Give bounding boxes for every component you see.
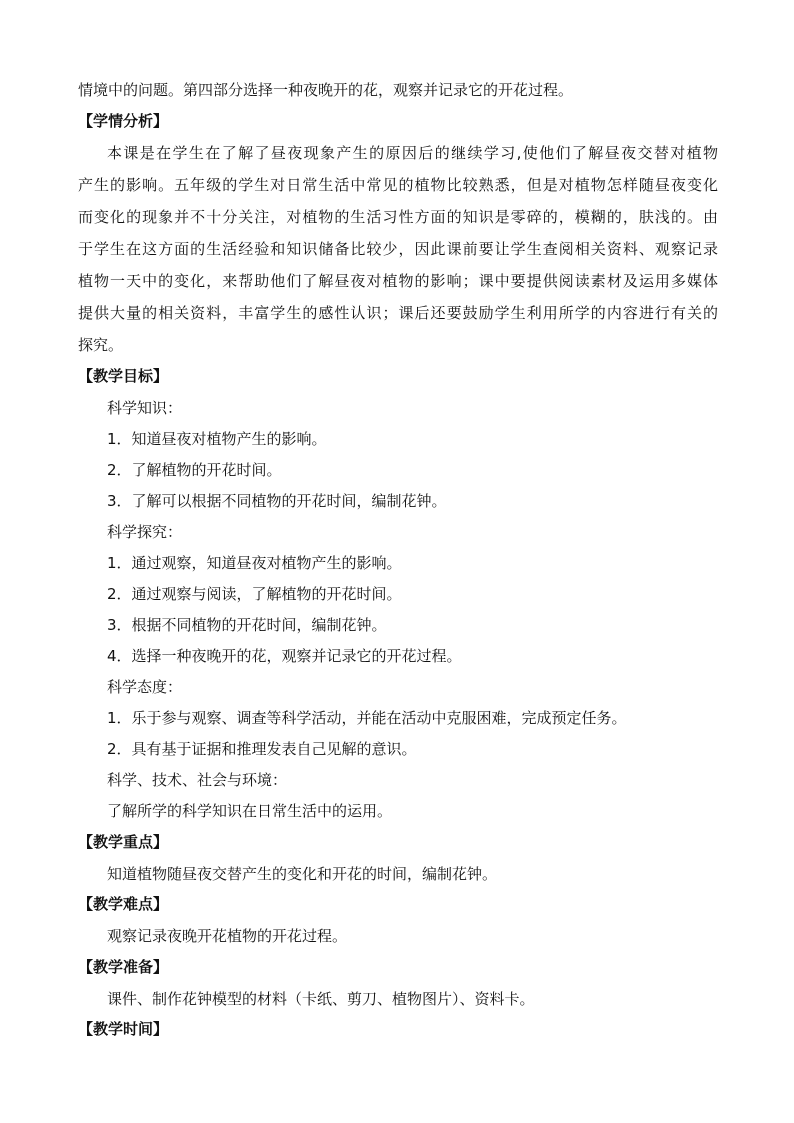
student-analysis-line: 探究。 [78, 336, 124, 354]
time-heading: 【教学时间】 [78, 1020, 169, 1038]
knowledge-item: 2．了解植物的开花时间。 [107, 461, 282, 479]
attitude-item: 2．具有基于证据和推理发表自己见解的意识。 [107, 740, 417, 758]
inquiry-item: 1．通过观察，知道昼夜对植物产生的影响。 [107, 554, 402, 572]
preparation-text: 课件、制作花钟模型的材料（卡纸、剪刀、植物图片）、资料卡。 [107, 990, 535, 1008]
student-analysis-line: 产生的影响。五年级的学生对日常生活中常见的植物比较熟悉，但是对植物怎样随昼夜变化 [78, 176, 718, 194]
knowledge-item: 1．知道昼夜对植物产生的影响。 [107, 430, 327, 448]
difficulties-heading: 【教学难点】 [78, 895, 169, 913]
attitude-title: 科学态度： [107, 678, 183, 696]
knowledge-item: 3．了解可以根据不同植物的开花时间，编制花钟。 [107, 492, 447, 510]
key-points-text: 知道植物随昼夜交替产生的变化和开花的时间，编制花钟。 [107, 865, 498, 883]
student-analysis-line: 于学生在这方面的生活经验和知识储备比较少，因此课前要让学生查阅相关资料、观察记录 [78, 240, 718, 258]
attitude-item: 1．乐于参与观察、调查等科学活动，并能在活动中克服困难，完成预定任务。 [107, 709, 627, 727]
stse-title: 科学、技术、社会与环境： [107, 771, 288, 789]
difficulties-text: 观察记录夜晚开花植物的开花过程。 [107, 927, 348, 945]
objectives-heading: 【教学目标】 [78, 367, 169, 385]
inquiry-title: 科学探究： [107, 523, 183, 541]
intro-text-line: 情境中的问题。第四部分选择一种夜晚开的花，观察并记录它的开花过程。 [78, 81, 574, 99]
preparation-heading: 【教学准备】 [78, 958, 169, 976]
inquiry-item: 2．通过观察与阅读，了解植物的开花时间。 [107, 585, 402, 603]
student-analysis-line: 而变化的现象并不十分关注，对植物的生活习性方面的知识是零碎的，模糊的，肤浅的。由 [78, 208, 718, 226]
student-analysis-line: 植物一天中的变化，来帮助他们了解昼夜对植物的影响；课中要提供阅读素材及运用多媒体 [78, 272, 718, 290]
knowledge-title: 科学知识： [107, 399, 183, 417]
stse-item: 了解所学的科学知识在日常生活中的运用。 [107, 802, 393, 820]
student-analysis-line: 本课是在学生在了解了昼夜现象产生的原因后的继续学习,使他们了解昼夜交替对植物 [107, 144, 718, 162]
student-analysis-heading: 【学情分析】 [78, 112, 169, 130]
inquiry-item: 3．根据不同植物的开花时间，编制花钟。 [107, 616, 387, 634]
inquiry-item: 4．选择一种夜晚开的花，观察并记录它的开花过程。 [107, 647, 462, 665]
key-points-heading: 【教学重点】 [78, 833, 169, 851]
student-analysis-line: 提供大量的相关资料，丰富学生的感性认识；课后还要鼓励学生利用所学的内容进行有关的 [78, 304, 718, 322]
